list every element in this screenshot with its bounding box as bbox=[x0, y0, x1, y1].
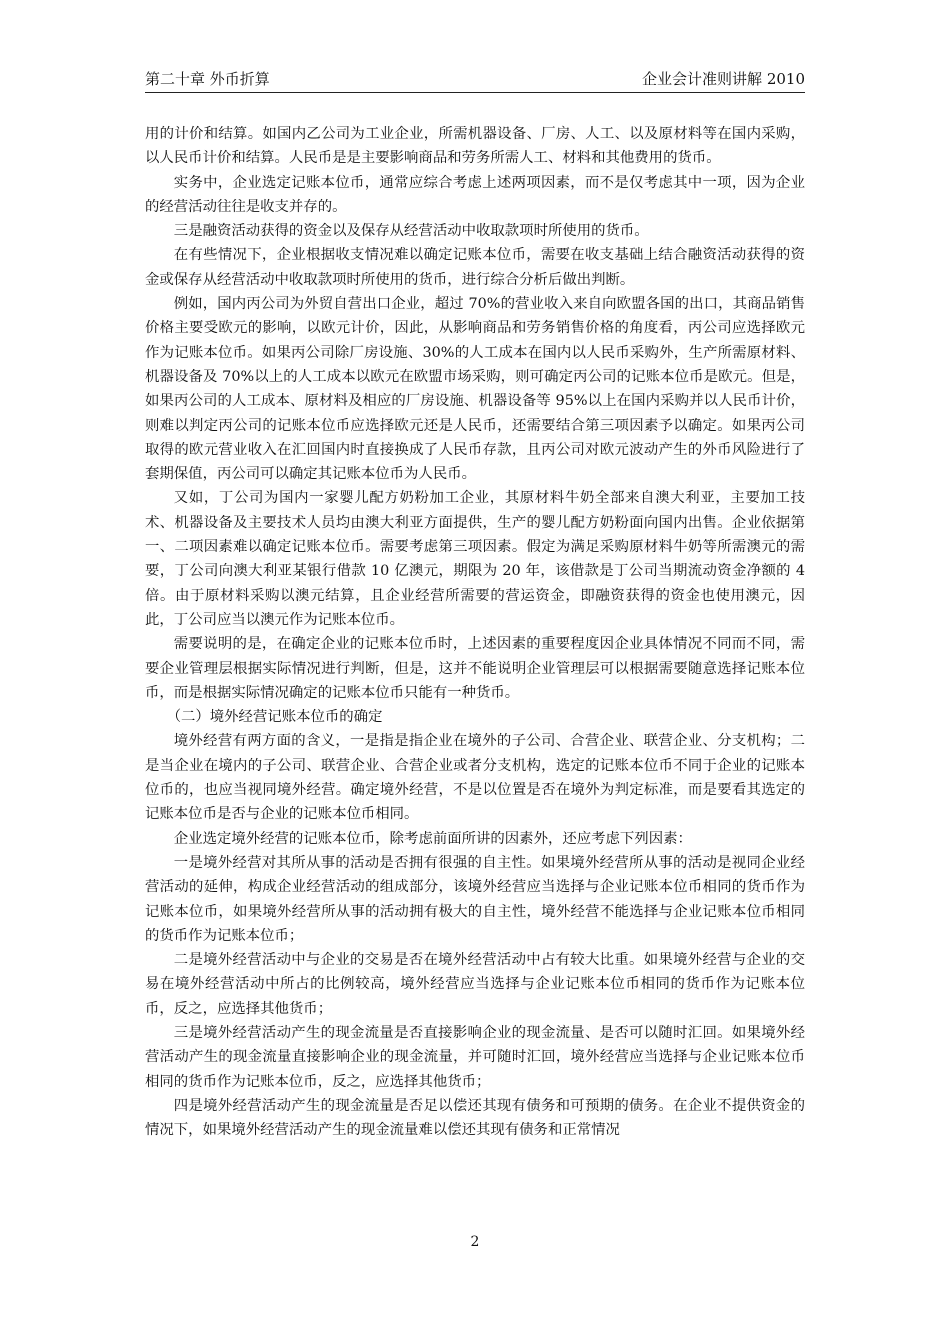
paragraph: 三是境外经营活动产生的现金流量是否直接影响企业的现金流量、是否可以随时汇回。如果境外经营活动产生的现金流量直接影响企业的现金流量，并可随时汇回，境外经营应当选择与企业记账本位币相同的货币作为记账本位币，反之，应选择其他货币； bbox=[145, 1024, 805, 1090]
section-heading: （二）境外经营记账本位币的确定 bbox=[166, 709, 383, 726]
paragraph: 实务中，企业选定记账本位币，通常应综合考虑上述两项因素，而不是仅考虑其中一项，因为企业的经营活动往往是收支并存的。 bbox=[145, 174, 805, 215]
paragraph: 四是境外经营活动产生的现金流量是否足以偿还其现有债务和可预期的债务。在企业不提供资金的情况下，如果境外经营活动产生的现金流量难以偿还其现有债务和正常情况 bbox=[145, 1097, 805, 1139]
page-number: 2 bbox=[470, 1234, 480, 1250]
paragraph: 在有些情况下，企业根据收支情况难以确定记账本位币，需要在收支基础上结合融资活动获得的资金或保存从经营活动中收取款项时所使用的货币，进行综合分析后做出判断。 bbox=[145, 247, 805, 288]
paragraph: 需要说明的是，在确定企业的记账本位币时，上述因素的重要程度因企业具体情况不同而不同，需要企业管理层根据实际情况进行判断，但是，这并不能说明企业管理层可以根据需要随意选择记账本位币，而是根据实际情况确定的记账本位币只能有一种货币。 bbox=[145, 636, 805, 701]
paragraph: 例如，国内丙公司为外贸自营出口企业，超过 70%的营业收入来自向欧盟各国的出口，其商品销售价格主要受欧元的影响，以欧元计价，因此，从影响商品和劳务销售价格的角度看，丙公司应选择欧元作为记账本位币。如果丙公司除厂房设施、30%的人工成本在国内以人民币采购外，生产所需原材料、机器设备及 70%以上的人工成本以欧元在欧盟市场采购，则可确定丙公司的记账本位币是欧元。但是，如果丙公司的人工成本、原材料及相应的厂房设施、机器设备等 95%以上在国内采购并以人民币计价，则难以判定丙公司的记账本位币应选择欧元还是人民币，还需要结合第三项因素予以确定。如果丙公司取得的欧元营业收入在汇回国内时直接换成了人民币存款，且丙公司对欧元波动产生的外币风险进行了套期保值，丙公司可以确定其记账本位币为人民币。 bbox=[145, 296, 805, 483]
paragraph: 三是融资活动获得的资金以及保存从经营活动中收取款项时所使用的货币。 bbox=[173, 223, 649, 240]
paragraph: 一是境外经营对其所从事的活动是否拥有很强的自主性。如果境外经营所从事的活动是视同企业经营活动的延伸，构成企业经营活动的组成部分，该境外经营应当选择与企业记账本位币相同的货币作为记账本位币，如果境外经营所从事的活动拥有极大的自主性，境外经营不能选择与企业记账本位币相同的货币作为记账本位币； bbox=[145, 854, 805, 944]
paragraph-continuation: 用的计价和结算。如国内乙公司为工业企业，所需机器设备、厂房、人工、以及原材料等在国内采购，以人民币计价和结算。人民币是是主要影响商品和劳务所需人工、材料和其他费用的货币。 bbox=[145, 126, 805, 167]
paragraph: 又如，丁公司为国内一家婴儿配方奶粉加工企业，其原材料牛奶全部来自澳大利亚，主要加工技术、机器设备及主要技术人员均由澳大利亚方面提供，生产的婴儿配方奶粉面向国内出售。企业依据第一、二项因素难以确定记账本位币。需要考虑第三项因素。假定为满足采购原材料牛奶等所需澳元的需要，丁公司向澳大利亚某银行借款 10 亿澳元，期限为 20 年，该借款是丁公司当期流动资金净额的 4 倍。由于原材料采购以澳元结算，且企业经营所需要的营运资金，即融资获得的资金也使用澳元，因此，丁公司应当以澳元作为记账本位币。 bbox=[145, 490, 805, 628]
book-title: 企业会计准则讲解 2010 bbox=[642, 70, 805, 88]
chapter-title: 第二十章 外币折算 bbox=[145, 70, 270, 88]
page-header bbox=[145, 66, 805, 93]
paragraph: 境外经营有两方面的含义，一是指是指企业在境外的子公司、合营企业、联营企业、分支机构；二是当企业在境内的子公司、联营企业、合营企业或者分支机构，选定的记账本位币不同于企业的记账本位币的，也应当视同境外经营。确定境外经营，不是以位置是否在境外为判定标准，而是要看其选定的记账本位币是否与企业的记账本位币相同。 bbox=[145, 733, 805, 823]
paragraph: 二是境外经营活动中与企业的交易是否在境外经营活动中占有较大比重。如果境外经营与企业的交易在境外经营活动中所占的比例较高，境外经营应当选择与企业记账本位币相同的货币作为记账本位币，反之，应选择其他货币； bbox=[145, 952, 805, 1017]
paragraph: 企业选定境外经营的记账本位币，除考虑前面所讲的因素外，还应考虑下列因素： bbox=[173, 830, 692, 847]
document-body bbox=[145, 122, 805, 1142]
